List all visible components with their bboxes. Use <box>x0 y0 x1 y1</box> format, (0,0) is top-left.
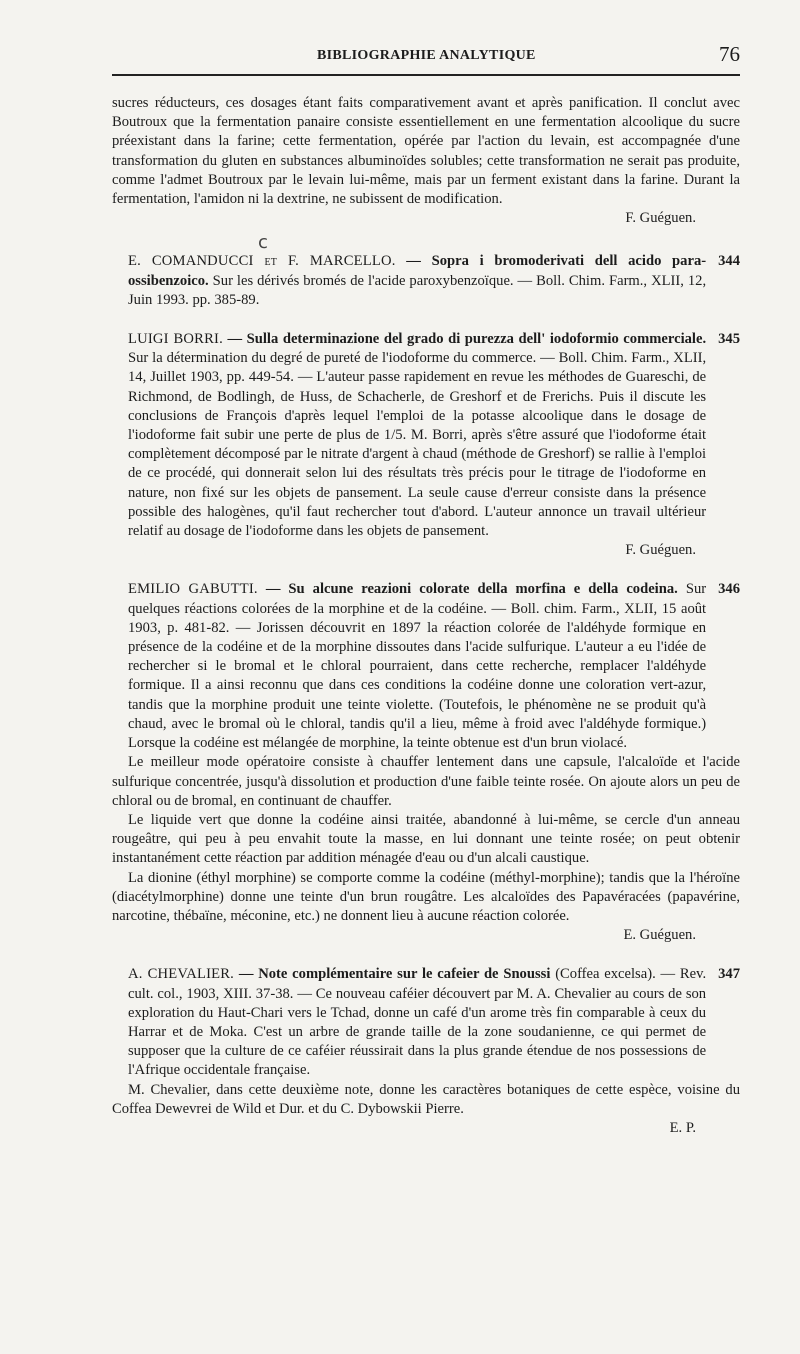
entry-number: 347 <box>718 966 740 983</box>
entry-signature: F. Guéguen. <box>625 542 696 559</box>
entry-signature: E. Guéguen. <box>623 927 696 944</box>
entry-body: Sur quelques réactions colorées de la morphine et de la codéine. — Boll. chim. Farm., XLII, 15 août 1903, p. 481-82. — Jorissen découvrit en 1897 la réaction colorée de l'aldéhyde formique en présence de la codéine et de la morphine dissoutes dans l'acide sulfurique. L'auteur a eu l'idée de rechercher si le bromal et le chloral pourraient, dans cette recherche, remplacer l'aldéhyde formique. Il a ainsi reconnu que dans ces conditions la codéine donne une coloration vert-azur, tandis que la morphine produit une teinte violette. (Toutefois, le phénomène ne se produit qu'à chaud, avec le bromal où le chloral, tandis qu'il a lieu, même à froid avec l'aldéhyde formique.) Lorsque la codéine est mélangée de morphine, la teinte obtenue est d'un brun violacé. <box>128 581 707 752</box>
entry-title: — Sopra i bromoderivati dell acido para-ossibenzoico. <box>128 253 707 289</box>
header-rule <box>112 74 740 76</box>
entry-346 <box>112 580 740 945</box>
intro-text: sucres réducteurs, ces dosages étant faits comparativement avant et après panification. Il conclut avec Boutroux que la fermentation panaire consiste essentiellement en une fermentation alcoolique du sucre préexistant dans la farine; cette fermentation, opérée par l'action du levain, est accompagnée d'une transformation du gluten en substances albuminoïdes solubles; cette transformation ne serait pas produite, comme l'admet Boutroux par le levain lui-même, mais par un ferment existant dans la farine. Durant la fermentation, l'amidon ni la dextrine, ne subissent de modification. <box>112 95 740 208</box>
entry-title: — Note complémentaire sur le cafeier de Snoussi <box>238 966 551 983</box>
entry-body: Sur les dérivés bromés de l'acide paroxybenzoïque. — Boll. Chim. Farm., XLII, 12, Juin 1993. pp. 385-89. <box>128 272 707 308</box>
entry-paragraph: Le liquide vert que donne la codéine ainsi traitée, abandonné à lui-même, se cercle d'un anneau rougeâtre, qui peu à peu envahit toute la masse, en lui donnant une teinte rosée; on peut obtenir instantanément cette réaction par addition ménagée d'eau ou d'un alcali caustique. <box>112 811 740 867</box>
entry-number: 345 <box>718 331 740 348</box>
entry-paragraph: Le meilleur mode opératoire consiste à chauffer lentement dans une capsule, l'alcaloïde et l'acide sulfurique concentrée, jusqu'à dissolution et production d'une faible teinte rosée. On ajoute alors un peu de chloral ou de bromal, en continuant de chauffer. <box>112 754 740 809</box>
entry-title-line <box>128 580 706 753</box>
entry-title-line <box>128 330 706 541</box>
entry-head <box>112 330 740 541</box>
entry-head <box>112 252 740 310</box>
entry-347 <box>112 965 740 1138</box>
entry-author: E. COMANDUCCI et F. MARCELLO. <box>128 253 396 270</box>
running-title: BIBLIOGRAPHIE ANALYTIQUE <box>317 48 536 63</box>
entry-title: — Sulla determinazione del grado di purezza dell' iodoformio commerciale. <box>227 331 707 348</box>
entry-title-line <box>128 252 706 310</box>
margin-mark: c <box>258 232 268 253</box>
entry-paragraph: La dionine (éthyl morphine) se comporte comme la codéine (méthyl-morphine); tandis que la l'héroïne (diacétylmorphine) donne une teinte d'un brun rougâtre. Les alcaloïdes des Papavéracées (papavérine, narcotine, thébaïne, méconine, etc.) ne donnent lieu à aucune réaction colorée. <box>112 869 740 924</box>
entry-body: Sur la détermination du degré de pureté de l'iodoforme du commerce. — Boll. Chim. Farm., XLII, 14, Juillet 1903, pp. 449-54. — L'auteur passe rapidement en revue les méthodes de Guareschi, de Richmond, de Bodlingh, de Huss, de Schacherle, de Greshorf et de Frerichs. Puis il discute les conclusions de François d'après lequel l'emploi de la potasse alcoolique dans le dosage de l'iodoforme fait subir une perte de plus de 1/5. M. Borri, après s'être assuré que l'iodoforme était complètement décomposé par le nitrate d'argent à chaud (méthode de Greshorf) se rallie à l'emploi de ce procédé, qui donnerait selon lui des résultats très précis pour le titrage de l'iodoforme en nature, non fixé sur les objets de pansement. La seule cause d'erreur consiste dans la présence possible des halogènes, qu'il faut rechercher tout d'abord. L'auteur annonce un travail ultérieur relatif au dosage de l'iodoforme dans les objets de pansement. <box>128 350 707 540</box>
entry-number: 346 <box>718 581 740 598</box>
entry-signature: E. P. <box>669 1119 696 1136</box>
page-content <box>112 94 740 1138</box>
intro-signature: F. Guéguen. <box>625 210 696 227</box>
entry-body: (Coffea excelsa). — Rev. cult. col., 1903, XIII. 37-38. — Ce nouveau caféier découvert par M. A. Chevalier au cours de son exploration du Haut-Chari vers le Tchad, donne un café d'un arome très fin comparable à ceux du Harrar et de Moka. C'est un arbre de grande taille de la zone soudanienne, ce qui permet de supposer que la culture de ce caféier réussirait dans la plus grande étendue de nos possessions de l'Afrique occidentale française. <box>128 966 707 1079</box>
page-header <box>112 40 740 76</box>
entry-paragraph: M. Chevalier, dans cette deuxième note, donne les caractères botaniques de cette espèce, voisine du Coffea Dewevrei de Wild et Dur. et du C. Dybowskii Pierre. <box>112 1081 740 1117</box>
entry-number: 344 <box>718 253 740 270</box>
page-number: 76 <box>719 42 740 66</box>
entry-author: LUIGI BORRI. <box>128 331 223 348</box>
entry-344 <box>112 252 740 310</box>
entry-title: — Su alcune reazioni colorate della morfina e della codeina. <box>265 581 678 598</box>
entry-345 <box>112 330 740 560</box>
entry-head <box>112 965 740 1080</box>
entry-title-line <box>128 965 706 1080</box>
entry-author: A. CHEVALIER. <box>128 966 235 983</box>
entry-author: EMILIO GABUTTI. <box>128 581 258 598</box>
entry-head <box>112 580 740 753</box>
